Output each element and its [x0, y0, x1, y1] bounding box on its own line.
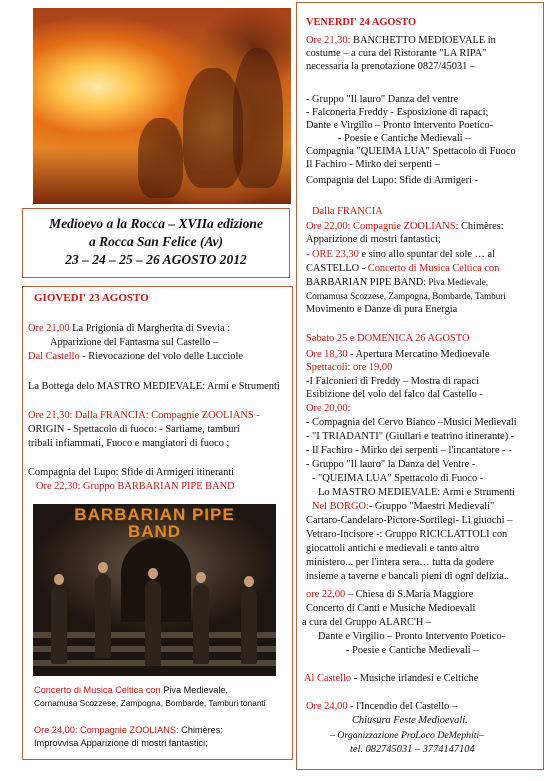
program-line: Compagnia del Lupo: Sfide di Armigeri -	[306, 175, 478, 186]
program-line	[312, 500, 494, 513]
photo-figure	[95, 574, 111, 658]
program-line	[34, 724, 223, 737]
program-line	[306, 588, 473, 601]
event-text: e sino allo spuntar del sole … al	[358, 249, 496, 260]
event-text: BANCHETTO MEDIOEVALE in	[350, 35, 496, 46]
program-line	[306, 262, 499, 275]
event-text: - Apertura Mercatino Medioevale	[347, 349, 490, 360]
program-line	[306, 700, 457, 713]
time-label: Ore 21,30:	[306, 35, 351, 46]
program-line: Movimento e Danze di pura Energia	[306, 304, 458, 315]
program-line: Compagnia del Lupo: Sfide di Armigeri itineranti	[28, 467, 235, 478]
time-label: Ore 22,00: Compagnie ZOOLIANS:	[306, 221, 459, 232]
program-line: Chiusura Feste Medioevali.	[352, 715, 468, 726]
event-text: Concerto di Musica Celtica con	[367, 263, 500, 274]
event-text: Chimères:	[178, 725, 223, 735]
time-label: - ORE 23,30	[306, 249, 359, 260]
title-line-1: Medioevo a la Rocca – XVIIa edizione	[49, 216, 263, 231]
program-line: tribali infiammati, Fuoco e mangiatori di fuoco ;	[28, 438, 230, 449]
section-heading: Dalla FRANCIA	[312, 206, 383, 217]
program-line: Improvvisa Apparizione di mostri fantastici;	[34, 738, 208, 748]
photo-figure-head	[196, 572, 206, 583]
program-line: -I Falconieri di Freddy – Mostra di rapaci	[306, 376, 479, 387]
program-line: - Falconeria Freddy - Esposizione di rapaci;	[306, 107, 489, 118]
time-label: Ore 24,00: Compagnie ZOOLIANS:	[34, 725, 179, 735]
time-label: ore 22,00	[306, 589, 346, 600]
program-line	[306, 348, 490, 361]
photo-figure-head	[54, 574, 64, 585]
title-line-2: a Rocca San Felice (Av)	[89, 234, 223, 249]
program-line: - Il Fachiro - Mirko dei serpenti – l'incantatore - -	[306, 445, 512, 456]
program-line: Lo MASTRO MEDIEVALE: Armi e Strumenti	[318, 487, 515, 498]
program-line: La Bottega delo MASTRO MEDIEVALE: Armi e Strumenti	[28, 381, 280, 392]
program-line: - "I TRIADANTI" (Giullari e teatrino itinerante) -	[306, 431, 515, 442]
program-line: Cornamusa Scozzese, Zampogna, Bombarde, Tamburi tonanti	[34, 698, 266, 708]
photo-figure-head	[148, 568, 158, 579]
photo-figure	[241, 588, 257, 664]
program-line: necessaria la prenotazione 0827/45031 –	[306, 61, 476, 72]
contact-phone: tel. 082745031 – 3774147104	[350, 744, 475, 755]
program-line: ORIGIN - Spettacolo di fuoco: - Sartiame, tamburi	[28, 424, 240, 435]
fire-photo	[33, 8, 291, 204]
event-text: Chimères:	[458, 221, 504, 232]
place-label: Al Castello	[304, 673, 352, 684]
program-line: - Poesie e Cantiche Medievali –	[338, 133, 471, 144]
program-line	[304, 672, 478, 685]
title-line-3: 23 – 24 – 25 – 26 AGOSTO 2012	[65, 252, 247, 267]
time-label: Ore 21,00	[28, 323, 70, 334]
program-line	[34, 684, 228, 697]
program-line	[28, 350, 243, 363]
program-line	[306, 220, 504, 233]
program-line	[306, 248, 495, 261]
program-line: Spettacoli: ore 19,00	[306, 362, 393, 373]
program-line: costume – a cura del Ristorante "LA RIPA"	[306, 48, 487, 59]
program-line: Compagnia "QUEIMA LUA" Spettacolo di Fuoco	[306, 146, 516, 157]
place-label: CASTELLO -	[306, 263, 368, 274]
band-caption-line: BARBARIAN PIPE	[74, 505, 235, 524]
program-line: Ore 20,00:	[306, 403, 351, 414]
photo-figure	[51, 586, 67, 664]
program-line: Esibizione del volo del falco dal Castello -	[306, 389, 483, 400]
program-line: Dante e Virgilio – Pronto Intervento Poetico-	[318, 631, 506, 642]
program-line: Apparizione di mostri fantastici;	[306, 234, 441, 245]
program-line: Concerto di Canti e Musiche Medioevali	[306, 603, 476, 614]
event-text: - Musiche irlandesi e Celtiche	[351, 673, 479, 684]
program-line: Dante e Virgilio – Pronto Intervento Poetico-	[306, 120, 494, 131]
place-label: Dal Castello	[28, 351, 80, 362]
program-line: insieme a taverne e bancali pieni di ogni delizia..	[306, 571, 510, 582]
program-line: - "QUEIMA LUA" Spettacolo di Fuoco -	[312, 473, 484, 484]
event-text: - Gruppo "Maestri Medievali"	[368, 501, 495, 512]
program-line: - Gruppo "Il lauro" Danza del ventre	[306, 94, 459, 105]
program-line: - Poesie e Cantiche Medievali –	[346, 645, 479, 656]
event-text: - l'Incendio del Castello –	[347, 701, 458, 712]
program-line: - Compagnia del Cervo Bianco –Musici Medievali	[306, 417, 517, 428]
program-line: Ore 22,30: Gruppo BARBARIAN PIPE BAND	[36, 481, 235, 492]
program-line: giocattoli antichi e medievali e tanto altro	[306, 543, 480, 554]
program-line: Ore 21,30: Dalla FRANCIA: Compagnie ZOOLIANS -	[28, 410, 260, 421]
band-photo	[33, 504, 276, 676]
event-text: Piva Medievale,	[426, 277, 489, 287]
band-photo-caption	[33, 506, 276, 540]
time-label: Ore 18,30	[306, 349, 348, 360]
time-label: Ore 24,00	[306, 701, 348, 712]
program-line: Cartaro-Candelaro-Pictore-Sortilegi- Li giuochi –	[306, 515, 513, 526]
band-caption-line: BAND	[127, 522, 182, 541]
program-line: Il Fachiro - Mirko dei serpenti –	[306, 159, 440, 170]
program-line	[28, 322, 230, 335]
photo-figure	[145, 580, 161, 666]
photo-figure	[193, 584, 209, 664]
event-text: BARBARIAN PIPE BAND:	[306, 277, 427, 288]
thursday-heading: GIOVEDI' 23 AGOSTO	[34, 292, 149, 304]
event-text: – Chiesa di S.Maria Maggiore	[345, 589, 474, 600]
photo-figure-head	[98, 562, 108, 573]
friday-heading: VENERDI' 24 AGOSTO	[306, 17, 417, 28]
event-text: - Rievocazione del volo delle Lucciole	[79, 351, 243, 362]
organizer-line: – Organizzazione ProLoco DeMephiti–	[330, 730, 485, 741]
program-line: Vetraro-Incisore -: Gruppo RICICLATTOLI con	[306, 529, 508, 540]
event-title-box	[22, 208, 290, 278]
event-text: Piva Medievale,	[160, 685, 229, 695]
program-line: a cura del Gruppo ALARC'H –	[302, 617, 432, 628]
program-line: Apparizione del Fantasma sul Castello –	[50, 337, 219, 348]
event-text: La Prigionia di Margherita di Svevia :	[69, 323, 231, 334]
program-line: - Gruppo "Il lauro" la Danza del Ventre -	[306, 459, 476, 470]
program-line	[306, 276, 488, 289]
program-line: Cornamusa Scozzese, Zampogna, Bombarde, Tamburi	[306, 291, 506, 301]
photo-figure-head	[244, 576, 254, 587]
program-line	[306, 34, 496, 47]
weekend-heading: Sabato 25 e DOMENICA 26 AGOSTO	[306, 333, 470, 344]
place-label: Nel BORGO:	[312, 501, 369, 512]
event-text: Concerto di Musica Celtica con	[34, 685, 161, 695]
program-line: ministero... per l'intera sera… tutta da godere	[306, 557, 494, 568]
